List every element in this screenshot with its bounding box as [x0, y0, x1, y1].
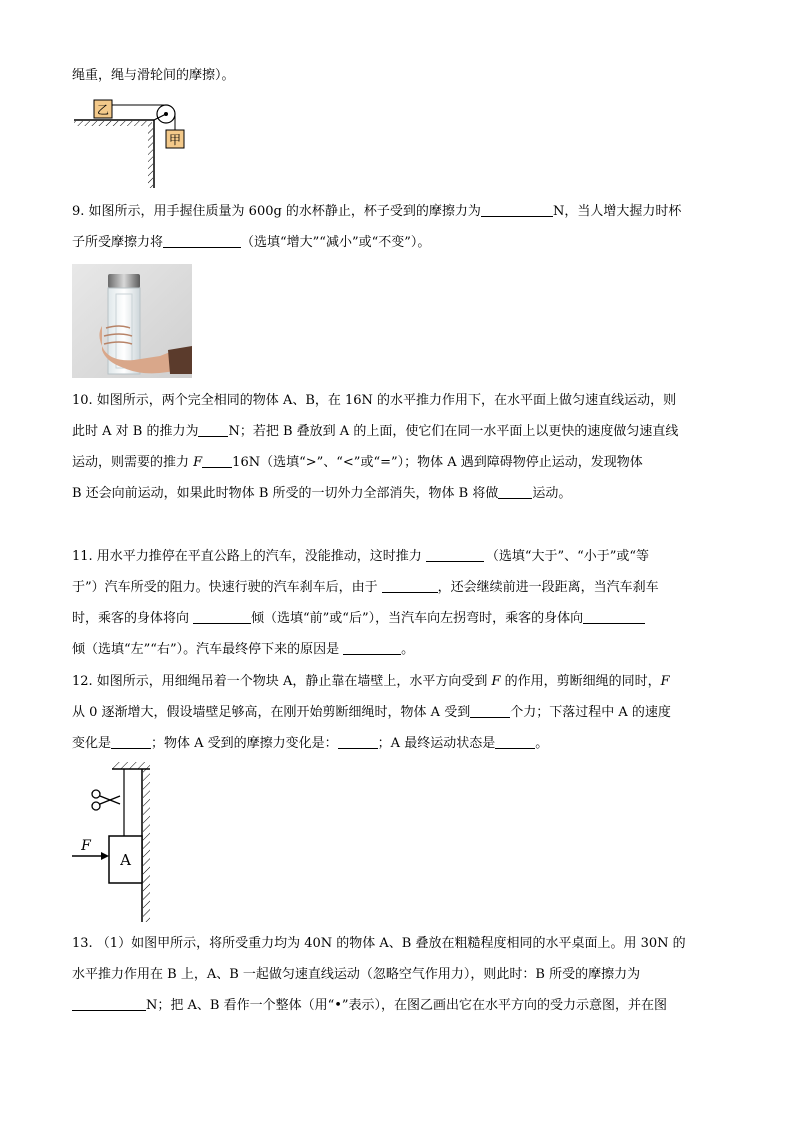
q12-line-1	[72, 674, 722, 690]
block-a-label: A	[120, 851, 131, 869]
q11-line-4	[72, 642, 722, 658]
q9-text-b: N，当人增大握力时杯	[552, 204, 682, 219]
q10-text-f: 运动。	[532, 486, 572, 501]
q12-blank-1[interactable]	[470, 705, 510, 718]
q12-force-symbol-2: F	[660, 674, 670, 689]
q10-force-symbol: F	[193, 455, 203, 470]
q11-text-d: ，还会继续前进一段距离，当汽车刹车	[437, 580, 659, 595]
q13-line-1: 13. （1）如图甲所示，将所受重力均为 40N 的物体 A、B 叠放在粗糙程度相同的水平桌面上。用 30N 的	[72, 936, 686, 951]
q12-force-symbol-1: F	[491, 674, 501, 689]
q11-blank-2[interactable]	[382, 580, 438, 593]
scissors-icon	[92, 790, 120, 810]
q11-line-2	[72, 580, 722, 596]
force-label: F	[81, 838, 91, 854]
q10-text-b: N；若把 B 叠放到 A 的上面，使它们在同一水平面上以更快的速度做匀速直线	[228, 424, 679, 439]
q10-line-4	[72, 486, 722, 502]
q9-line-1	[72, 204, 722, 220]
q11-text-g: 倾（选填“左”“右”）。汽车最终停下来的原因是	[72, 642, 340, 657]
hand-holding-cup-photo	[72, 264, 192, 378]
q11-text-b: （选填“大于”、“小于”或“等	[485, 549, 650, 564]
q11-blank-3[interactable]	[193, 611, 251, 624]
q10-line-1: 10. 如图所示，两个完全相同的物体 A、B，在 16N 的水平推力作用下，在水平面上做匀速直线运动，则	[72, 393, 677, 408]
q13-blank-1[interactable]	[72, 998, 146, 1011]
q12-line-3	[72, 736, 722, 752]
q9-blank-2[interactable]	[163, 235, 241, 248]
q10-line-2	[72, 424, 722, 440]
pulley-figure	[72, 96, 192, 192]
intro-text: 绳重，绳与滑轮间的摩擦）。	[72, 68, 235, 83]
q12-text-e: 变化是	[72, 736, 112, 751]
q9-line-2	[72, 235, 722, 251]
q10-text-e: B 还会向前运动，如果此时物体 B 所受的一切外力全部消失，物体 B 将做	[72, 486, 499, 501]
block-yi-label: 乙	[96, 103, 110, 117]
q13-line-3	[72, 998, 722, 1014]
q11-text-h: 。	[401, 642, 415, 657]
q12-text-f: ；物体 A 受到的摩擦力变化是：	[151, 736, 338, 751]
q13-line-2: 水平推力作用在 B 上，A、B 一起做匀速直线运动（忽略空气作用力），则此时：B 所受的摩擦力为	[72, 967, 641, 982]
q11-line-1	[72, 549, 722, 565]
q11-text-e: 时，乘客的身体将向	[72, 611, 190, 626]
q11-blank-5[interactable]	[343, 642, 401, 655]
q9-blank-1[interactable]	[481, 204, 553, 217]
q11-text-a: 11. 用水平力推停在平直公路上的汽车，没能推动，这时推力	[72, 549, 422, 564]
q12-text-b: 的作用，剪断细绳的同时，	[500, 674, 661, 689]
q12-blank-4[interactable]	[495, 736, 535, 749]
q11-line-3	[72, 611, 722, 627]
q12-line-2	[72, 705, 722, 721]
q10-text-c: 运动，则需要的推力	[72, 455, 194, 470]
q10-blank-1[interactable]	[198, 424, 228, 437]
q11-text-f: 倾（选填“前”或“后”），当汽车向左拐弯时，乘客的身体向	[251, 611, 584, 626]
q11-text-c: 于”）汽车所受的阻力。快速行驶的汽车刹车后，由于	[72, 580, 378, 595]
wall-block-figure	[72, 758, 162, 924]
arrow-icon	[101, 852, 109, 860]
q10-line-3	[72, 455, 722, 471]
q11-blank-4[interactable]	[583, 611, 645, 624]
q12-blank-2[interactable]	[111, 736, 151, 749]
q12-text-c: 从 0 逐渐增大，假设墙壁足够高，在刚开始剪断细绳时，物体 A 受到	[72, 705, 471, 720]
q10-blank-3[interactable]	[498, 486, 532, 499]
q12-blank-3[interactable]	[338, 736, 378, 749]
q13-text-a: N；把 A、B 看作一个整体（用“•”表示），在图乙画出它在水平方向的受力示意图，并在图	[146, 998, 668, 1013]
q10-blank-2[interactable]	[202, 455, 232, 468]
q11-blank-1[interactable]	[426, 549, 484, 562]
block-jia-label: 甲	[168, 133, 182, 147]
q10-text-a: 此时 A 对 B 的推力为	[72, 424, 199, 439]
q12-text-d: 个力；下落过程中 A 的速度	[510, 705, 671, 720]
q12-text-a: 12. 如图所示，用细绳吊着一个物块 A，静止靠在墙壁上，水平方向受到	[72, 674, 492, 689]
q9-text-a: 9. 如图所示，用手握住质量为 600g 的水杯静止，杯子受到的摩擦力为	[72, 204, 481, 219]
q12-text-h: 。	[535, 736, 549, 751]
q9-text-c: 子所受摩擦力将	[72, 235, 164, 250]
q10-text-d: 16N（选填“>”、“<”或“=”）；物体 A 遇到障碍物停止运动，发现物体	[232, 455, 643, 470]
q9-text-d: （选填“增大”“减小”或“不变”）。	[241, 235, 431, 250]
q12-text-g: ；A 最终运动状态是	[377, 736, 496, 751]
